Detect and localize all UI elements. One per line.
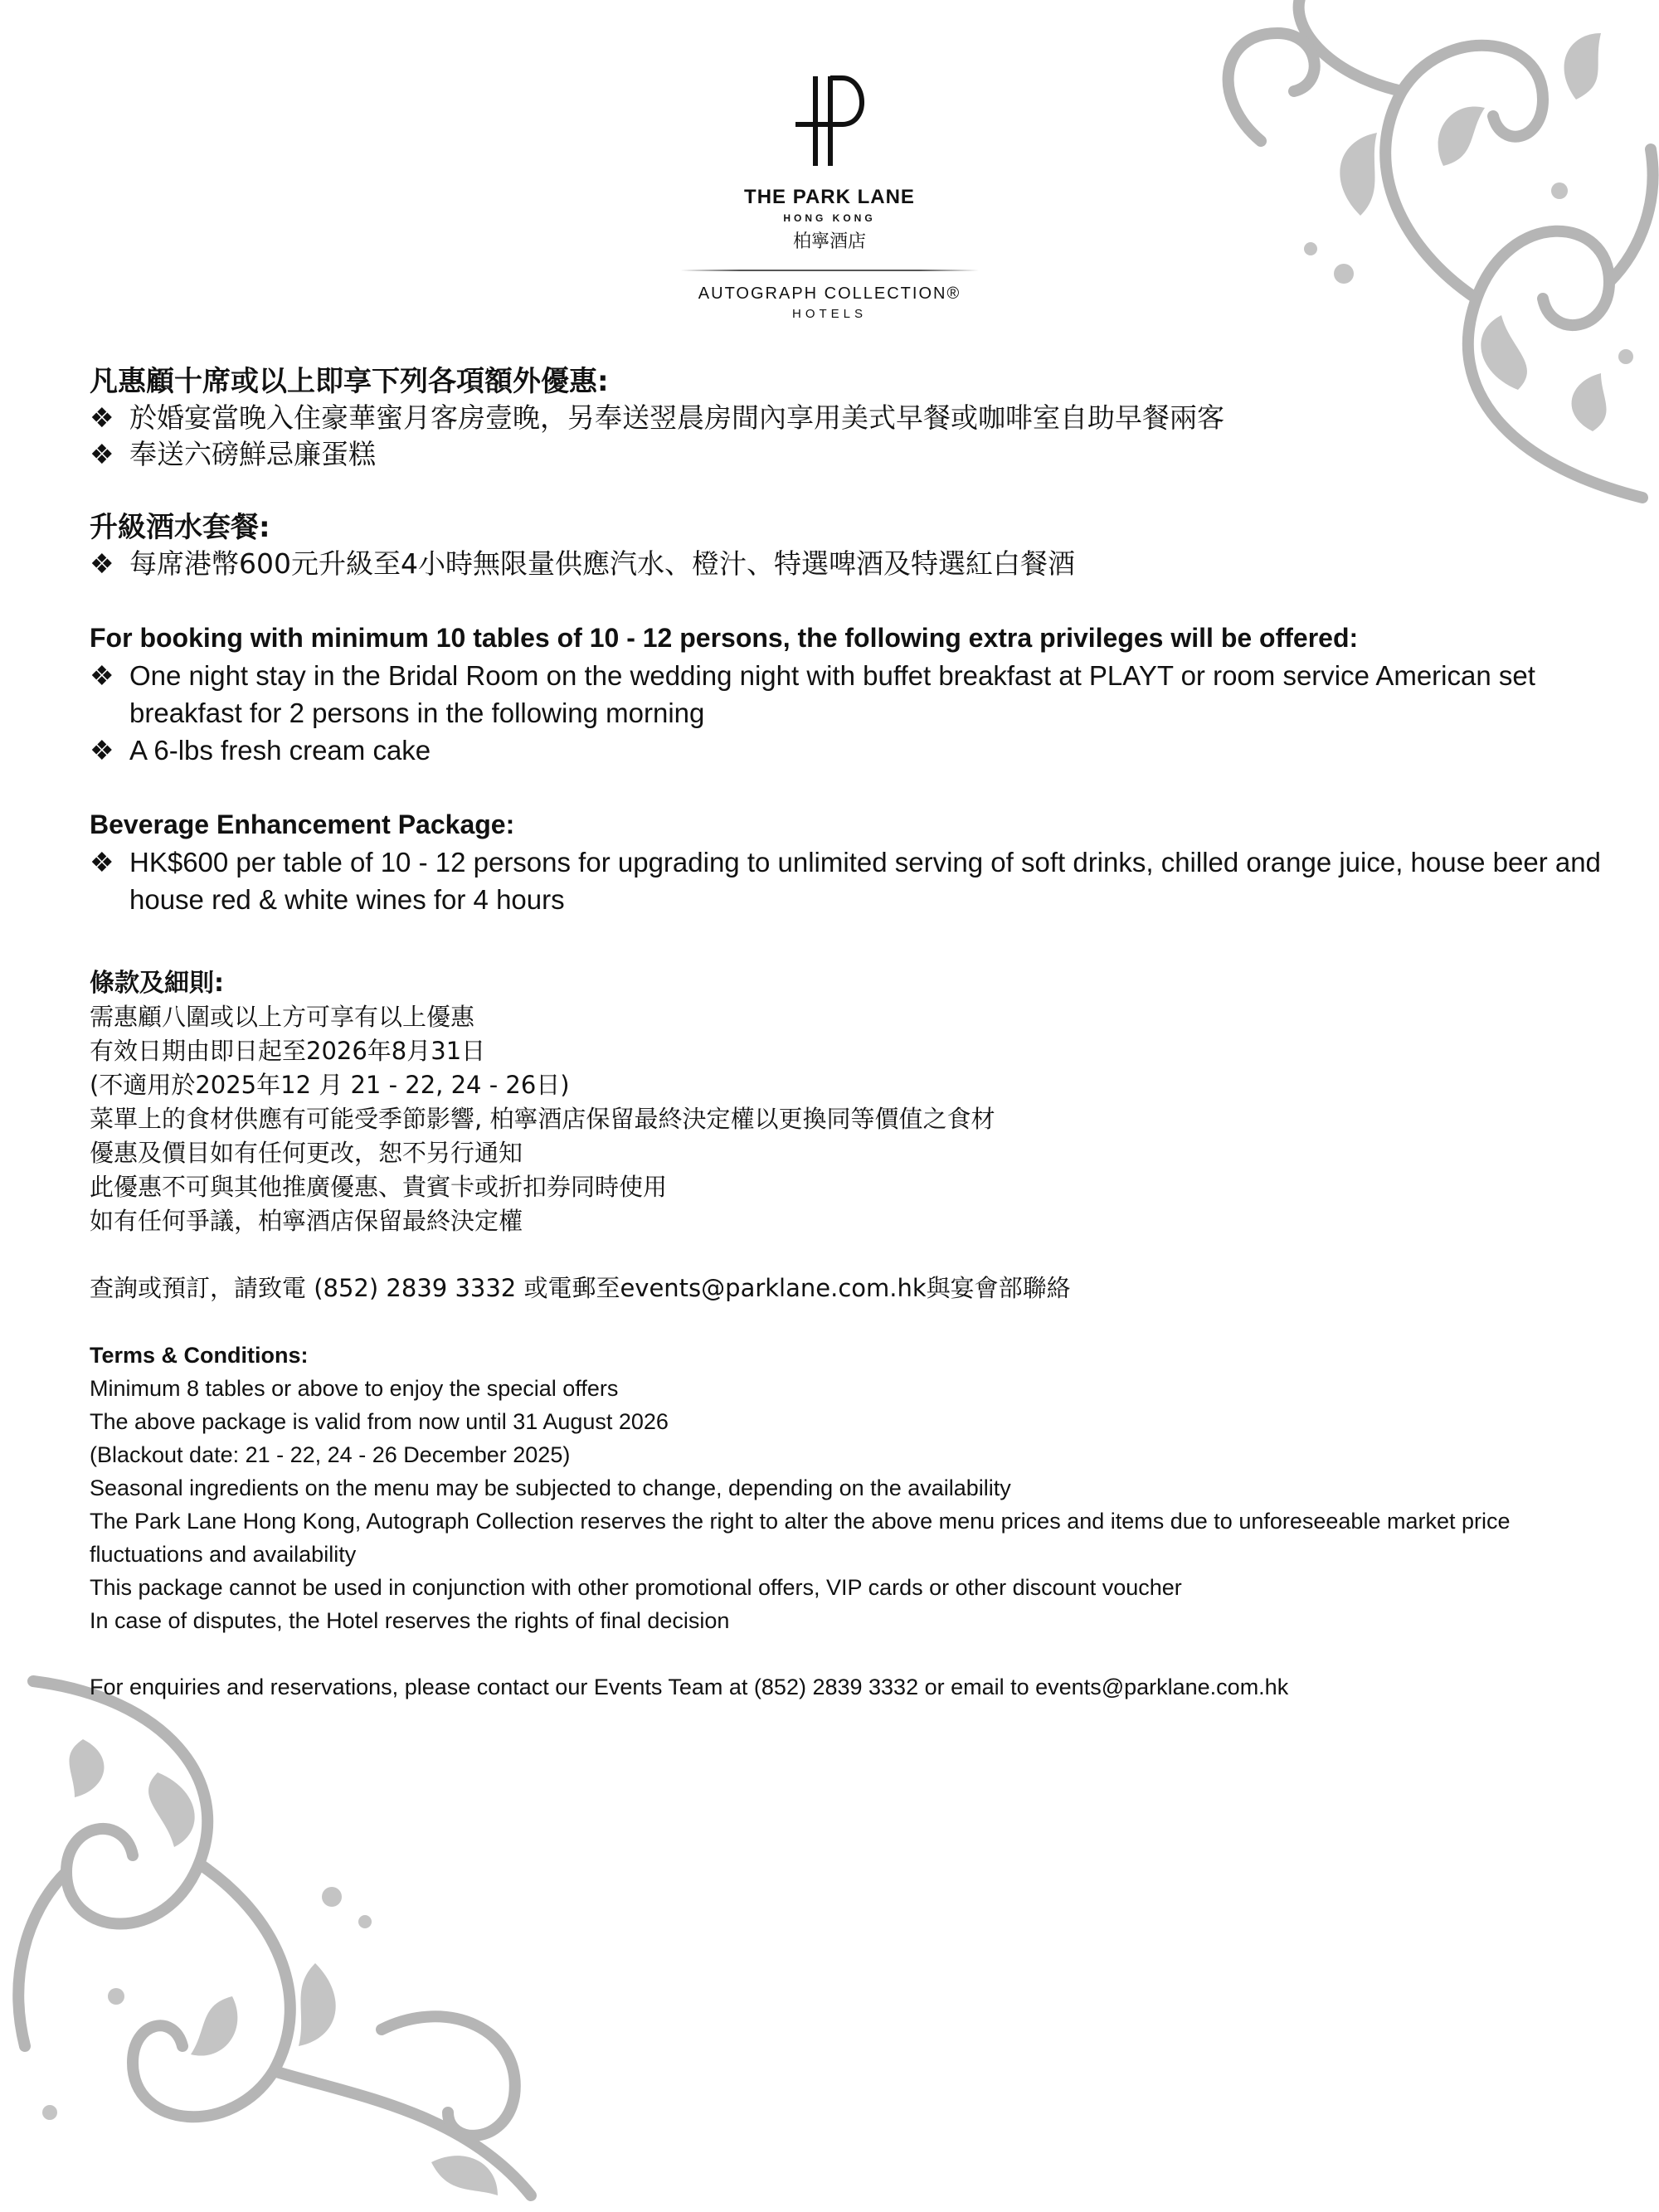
zh-terms-line: (不適用於2025年12 月 21 - 22, 24 - 26日) (90, 1071, 570, 1099)
list-item: ❖ 於婚宴當晚入住豪華蜜月客房壹晚，另奉送翌晨房間內享用美式早餐或咖啡室自助早餐兩客 (90, 400, 1608, 436)
en-beverage-section (90, 805, 1608, 918)
list-item: ❖ A 6-lbs fresh cream cake (90, 732, 1608, 769)
logo-hotel-name: THE PARK LANE (744, 186, 915, 208)
en-terms-heading: Terms & Conditions: (90, 1343, 309, 1368)
logo-city: HONG KONG (783, 212, 876, 224)
zh-terms-section (90, 966, 1608, 1305)
zh-terms-line: 有效日期由即日起至2026年8月31日 (90, 1037, 486, 1065)
en-terms-line: Seasonal ingredients on the menu may be subjected to change, depending on the availability (90, 1475, 1011, 1500)
bullet-icon: ❖ (90, 660, 114, 691)
en-beverage-heading: Beverage Enhancement Package: (90, 809, 515, 839)
en-terms-line: (Blackout date: 21 - 22, 24 - 26 December 2025) (90, 1442, 571, 1467)
zh-beverage-section (90, 509, 1608, 582)
logo-divider (680, 270, 979, 271)
bullet-icon: ❖ (90, 735, 114, 766)
bullet-icon: ❖ (90, 401, 114, 434)
logo-hotels: HOTELS (791, 307, 867, 321)
spacer (90, 1238, 1608, 1271)
zh-terms-line: 此優惠不可與其他推廣優惠、貴賓卡或折扣券同時使用 (90, 1173, 668, 1201)
zh-privileges-heading: 凡惠顧十席或以上即享下列各項額外優惠: (90, 365, 609, 398)
zh-terms-line: 優惠及價目如有任何更改，恕不另行通知 (90, 1139, 523, 1167)
en-privileges-section (90, 619, 1608, 769)
zh-beverage-heading: 升級酒水套餐: (90, 511, 270, 544)
offer-content (90, 363, 1608, 1704)
en-terms-line: The above package is valid from now until 31 August 2026 (90, 1409, 669, 1434)
logo-chinese-name: 柏寧酒店 (792, 231, 866, 252)
logo-collection: AUTOGRAPH COLLECTION® (698, 284, 961, 303)
bullet-icon: ❖ (90, 438, 114, 470)
en-privileges-heading: For booking with minimum 10 tables of 10 - 12 persons, the following extra privileges will be offered: (90, 623, 1359, 653)
en-terms-section (90, 1339, 1608, 1704)
park-lane-monogram-icon (784, 71, 875, 171)
zh-contact-line: 查詢或預訂，請致電 (852) 2839 3332 或電郵至events@parklane.com.hk與宴會部聯絡 (90, 1274, 1071, 1302)
en-terms-line: This package cannot be used in conjunction with other promotional offers, VIP cards or other discount voucher (90, 1575, 1182, 1600)
list-item: ❖ 每席港幣600元升級至4小時無限量供應汽水、橙汁、特選啤酒及特選紅白餐酒 (90, 546, 1608, 582)
bullet-icon: ❖ (90, 547, 114, 580)
zh-terms-line: 需惠顧八圍或以上方可享有以上優惠 (90, 1003, 475, 1031)
hotel-logo (0, 71, 1659, 321)
zh-terms-heading: 條款及細則: (90, 969, 224, 998)
en-contact-line: For enquiries and reservations, please contact our Events Team at (852) 2839 3332 or email to events@parklane.com.hk (90, 1675, 1289, 1699)
floral-ornament-bottom-left (0, 1648, 647, 2212)
zh-privileges-section (90, 363, 1608, 473)
spacer (90, 1637, 1608, 1670)
list-item: ❖ 奉送六磅鮮忌廉蛋糕 (90, 436, 1608, 473)
zh-terms-line: 菜單上的食材供應有可能受季節影響, 柏寧酒店保留最終決定權以更換同等價值之食材 (90, 1105, 995, 1133)
en-terms-line: The Park Lane Hong Kong, Autograph Collection reserves the right to alter the above menu prices and items due to unforeseeable market price fluctuations and availability (90, 1509, 1511, 1567)
list-item: ❖ One night stay in the Bridal Room on the wedding night with buffet breakfast at PLAYT or room service American set breakfast for 2 persons in the following morning (90, 657, 1608, 732)
en-terms-line: In case of disputes, the Hotel reserves the rights of final decision (90, 1608, 730, 1633)
list-item: ❖ HK$600 per table of 10 - 12 persons for upgrading to unlimited serving of soft drinks, chilled orange juice, house beer and house red & white wines for 4 hours (90, 843, 1608, 918)
zh-terms-line: 如有任何爭議，柏寧酒店保留最終決定權 (90, 1207, 523, 1235)
en-terms-line: Minimum 8 tables or above to enjoy the special offers (90, 1376, 619, 1401)
bullet-icon: ❖ (90, 847, 114, 878)
